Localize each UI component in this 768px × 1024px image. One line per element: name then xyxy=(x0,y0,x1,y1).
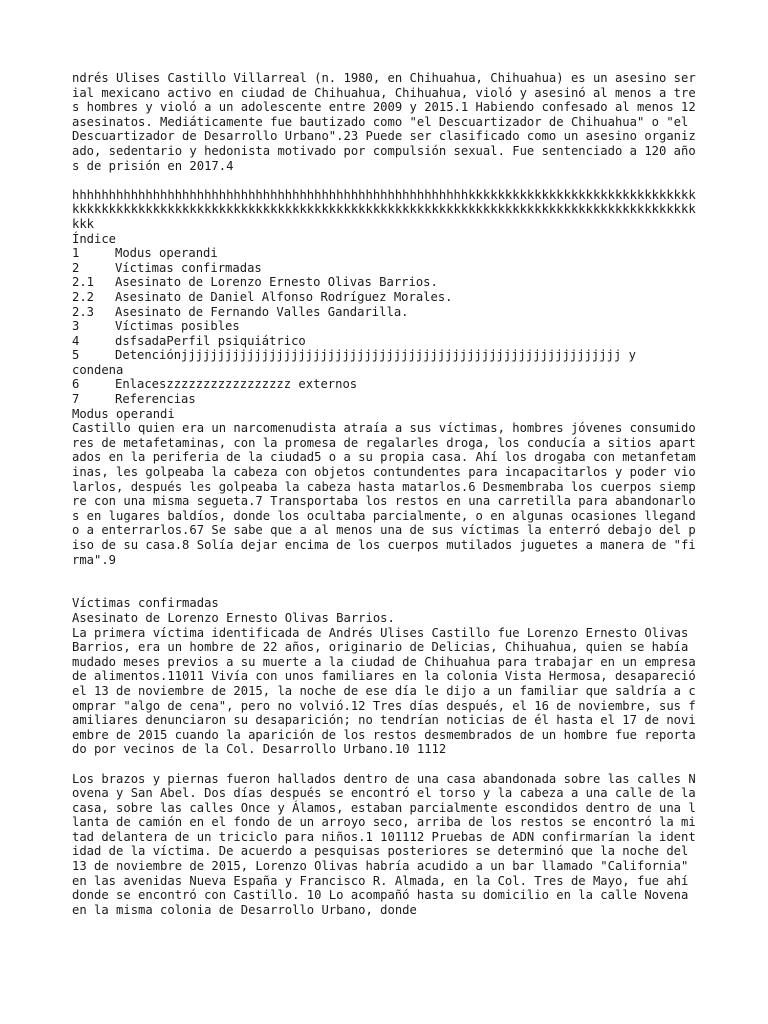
toc-item xyxy=(72,377,698,392)
toc-item-label: Víctimas posibles xyxy=(115,319,240,334)
victims-subheading: Asesinato de Lorenzo Ernesto Olivas Barrios. xyxy=(72,610,395,625)
toc-item xyxy=(72,246,698,261)
toc-item-label: Enlaceszzzzzzzzzzzzzzzzz externos xyxy=(115,377,358,392)
toc-item xyxy=(72,290,698,305)
toc-item-number: 2 xyxy=(72,260,80,275)
toc-item-label: Asesinato de Daniel Alfonso Rodríguez Morales. xyxy=(115,289,453,304)
toc-item-number: 1 xyxy=(72,246,80,261)
toc-item xyxy=(72,305,698,320)
toc-item xyxy=(72,261,698,276)
toc-item-number: 2.1 xyxy=(72,275,95,290)
toc-item xyxy=(72,319,698,334)
spacer xyxy=(72,757,698,772)
filler-text: hhhhhhhhhhhhhhhhhhhhhhhhhhhhhhhhhhhhhhhhhhhhhhhhhhhhhhkkkkkkkkkkkkkkkkkkkkkkkkkkkkkkkkkkkkkkkkkkkkkkkkkkkkkkkkkkkkkkkkkkkkkkkkkkkkkkkkkkkkkkkkkkkkkkkkkkkkkkkkkkkkkkkkkkkkkkk xyxy=(72,187,696,231)
victims-heading: Víctimas confirmadas xyxy=(72,596,219,611)
document-page xyxy=(72,71,704,917)
spacer xyxy=(72,173,698,188)
toc-item-number: 6 xyxy=(72,377,80,392)
toc-item-number: 2.2 xyxy=(72,289,95,304)
toc-item-number: 3 xyxy=(72,319,80,334)
toc-item-label: Asesinato de Fernando Valles Gandarilla. xyxy=(115,304,409,319)
toc-item xyxy=(72,275,698,290)
toc-item-label: Detenciónjjjjjjjjjjjjjjjjjjjjjjjjjjjjjjjjjjjjjjjjjjjjjjjjjjjjjjjjjjjj y xyxy=(115,348,636,363)
toc-item-number: 2.3 xyxy=(72,304,95,319)
toc-item-number: 5 xyxy=(72,348,80,363)
toc-item-number: 7 xyxy=(72,392,80,407)
toc-item xyxy=(72,392,698,407)
toc-item-label: Referencias xyxy=(115,392,196,407)
modus-heading: Modus operandi xyxy=(72,406,175,421)
toc-item: condena xyxy=(72,362,124,377)
toc-item-label: Asesinato de Lorenzo Ernesto Olivas Barrios. xyxy=(115,275,438,290)
toc-item-label: Modus operandi xyxy=(115,246,218,261)
toc-item-label: Víctimas confirmadas xyxy=(115,260,262,275)
victims-paragraph-2: Los brazos y piernas fueron hallados dentro de una casa abandonada sobre las calles Novena y San Abel. Dos días después se encontró el torso y la cabeza a una calle de la casa, sobre las calles Once y Álamos, estaban parcialmente escondidos dentro de una llanta de camión en el fondo de un arroyo seco, arriba de los restos se encontró la mitad delantera de un triciclo para niños.1 101112 Pruebas de ADN confirmarían la identidad de la víctima. De acuerdo a pesquisas posteriores se determinó que la noche del 13 de noviembre de 2015, Lorenzo Olivas habría acudido a un bar llamado "California" en las avenidas Nueva España y Francisco R. Almada, en la Col. Tres de Mayo, fue ahí donde se encontró con Castillo. 10 Lo acompañó hasta su domicilio en la calle Novena en la misma colonia de Desarrollo Urbano, donde xyxy=(72,771,704,917)
toc-list xyxy=(72,246,698,407)
toc-item-label: dsfsadaPerfil psiquiátrico xyxy=(115,333,306,348)
modus-paragraph: Castillo quien era un narcomenudista atraía a sus víctimas, hombres jóvenes consumidores de metafetaminas, con la promesa de regalarles droga, los conducía a sitios apartados en la periferia de la ciudad5 o a su propia casa. Ahí los drogaba con metanfetaminas, les golpeaba la cabeza con objetos contundentes para incapacitarlos y poder violarlos, después les golpeaba la cabeza hasta matarlos.6 Desmembraba los cuerpos siempre con una misma segueta.7 Transportaba los restos en una carretilla para abandonarlos en lugares baldíos, donde los ocultaba parcialmente, o en algunas ocasiones llegando a enterrarlos.67 Se sabe que a al menos una de sus víctimas la enterró debajo del piso de su casa.8 Solía dejar encima de los cuerpos mutilados juguetes a manera de "firma".9 xyxy=(72,421,696,567)
toc-title: Índice xyxy=(72,231,117,246)
victims-paragraph-1: La primera víctima identificada de Andrés Ulises Castillo fue Lorenzo Ernesto Olivas Barrios, era un hombre de 22 años, originario de Delicias, Chihuahua, quien se había mudado meses previos a su muerte a la ciudad de Chihuahua para trabajar en un empresa de alimentos.11011 Vivía con unos familiares en la colonia Vista Hermosa, desapareció el 13 de noviembre de 2015, la noche de ese día le dijo a un familiar que saldría a comprar "algo de cena", pero no volvió.12 Tres días después, el 16 de noviembre, sus familiares denunciaron su desaparición; no tendrían noticias de él hasta el 17 de noviembre de 2015 cuando la aparición de los restos desmembrados de un hombre fue reportado por vecinos de la Col. Desarrollo Urbano.10 1112 xyxy=(72,625,704,757)
table-of-contents xyxy=(72,232,698,407)
toc-item xyxy=(72,334,698,349)
intro-paragraph: ndrés Ulises Castillo Villarreal (n. 1980, en Chihuahua, Chihuahua) es un asesino serial mexicano activo en ciudad de Chihuahua, Chihuahua, violó y asesinó al menos a tres hombres y violó a un adolescente entre 2009 y 2015.1 Habiendo confesado al menos 12 asesinatos. Mediáticamente fue bautizado como "el Descuartizador de Chihuahua" o "el Descuartizador de Desarrollo Urbano".23 Puede ser clasificado como un asesino organizado, sedentario y hedonista motivado por compulsión sexual. Fue sentenciado a 120 años de prisión en 2017.4 xyxy=(72,71,704,173)
toc-item xyxy=(72,348,698,363)
toc-item-number: 4 xyxy=(72,333,80,348)
spacer xyxy=(72,567,698,596)
